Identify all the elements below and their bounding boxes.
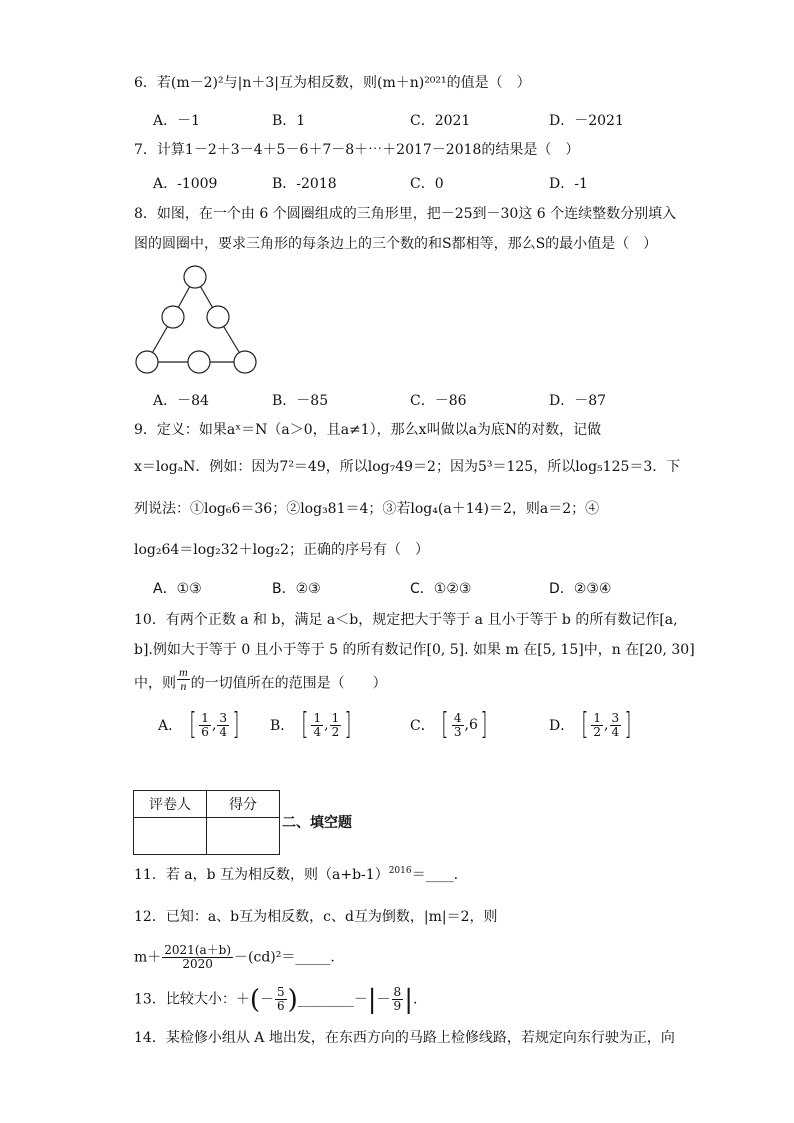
q10-option-d: D． [ $\frac{1}{2}$ , $\frac{3}{4}$ ] bbox=[549, 707, 632, 742]
q7-option-c: C．0 bbox=[410, 176, 444, 192]
q9-option-c: C．①②③ bbox=[410, 581, 472, 597]
q6-stem: 6．若(m－2)²与|n＋3|互为相反数，则(m＋n)²⁰²¹的值是（ ） bbox=[134, 75, 531, 91]
q9-option-b: B．②③ bbox=[272, 581, 321, 597]
circle-bottom-left bbox=[136, 351, 158, 373]
section-title-fill-blank: 二、填空题 bbox=[282, 815, 352, 831]
score-table-header-score: 得分 bbox=[207, 791, 280, 818]
q6-option-d: D．－2021 bbox=[549, 113, 624, 129]
q9-option-a: A．①③ bbox=[153, 581, 202, 597]
q9-stem-line2: x＝logₐN．例如：因为7²＝49，所以log₇49＝2；因为5³＝125，所以log₅125＝3．下 bbox=[134, 459, 681, 475]
score-table-header-grader: 评卷人 bbox=[134, 791, 207, 818]
q10-stem-line2: b].例如大于等于 0 且小于等于 5 的所有数记作[0, 5]. 如果 m 在[5, 15]中，n 在[20, 30] bbox=[134, 642, 695, 658]
q8-option-c: C．－86 bbox=[410, 393, 467, 409]
q10-stem-line3: 中，则 $\frac{m}{n}$ 的一切值所在的范围是（ ） bbox=[134, 665, 387, 693]
score-table bbox=[133, 790, 280, 855]
q7-option-d: D．-1 bbox=[549, 176, 588, 192]
circle-bottom-mid bbox=[188, 351, 210, 373]
score-table-grader-cell[interactable] bbox=[134, 818, 207, 855]
q13-stem: 13．比较大小：＋ ( － $\frac{5}{6}$ ) ________－ | － $\frac{8}{9}$ | . bbox=[134, 984, 418, 1015]
q14-stem-line1: 14．某检修小组从 A 地出发，在东西方向的马路上检修线路，若规定向东行驶为正，向 bbox=[134, 1030, 675, 1046]
q10-stem-line1: 10．有两个正数 a 和 b，满足 a＜b，规定把大于等于 a 且小于等于 b 的所有数记作[a, bbox=[134, 612, 678, 628]
q8-option-a: A．－84 bbox=[153, 393, 209, 409]
q8-stem-line2: 图的圆圈中，要求三角形的每条边上的三个数的和S都相等，那么S的最小值是（ ） bbox=[134, 236, 658, 252]
q10-option-c: C． [ $\frac{4}{3}$ , 6 ] bbox=[410, 707, 488, 742]
q7-option-a: A．-1009 bbox=[153, 176, 218, 192]
q12-stem-line1: 12．已知：a、b互为相反数，c、d互为倒数，|m|＝2，则 bbox=[134, 909, 498, 925]
q10-option-a: A． [ $\frac{1}{6}$ , $\frac{3}{4}$ ] bbox=[158, 707, 240, 742]
q8-stem-line1: 8．如图，在一个由 6 个圆圈组成的三角形里，把－25到－30这 6 个连续整数分别填入 bbox=[134, 206, 677, 222]
q10-option-b: B． [ $\frac{1}{4}$ , $\frac{1}{2}$ ] bbox=[270, 707, 352, 742]
q9-stem-line1: 9．定义：如果aˣ＝N（a＞0，且a≠1），那么x叫做以a为底N的对数，记做 bbox=[134, 422, 602, 438]
q7-option-b: B．-2018 bbox=[272, 176, 337, 192]
triangle-circles-figure bbox=[130, 262, 265, 377]
q9-option-d: D．②③④ bbox=[549, 581, 612, 597]
q8-option-b: B．－85 bbox=[272, 393, 329, 409]
score-table-score-cell[interactable] bbox=[207, 818, 280, 855]
q6-option-b: B．1 bbox=[272, 113, 306, 129]
q6-option-a: A．－1 bbox=[153, 113, 201, 129]
circle-top bbox=[184, 266, 206, 288]
q11-stem: 11．若 a，b 互为相反数，则$(a+b-1)^{2016}=\_\_\_\_$. bbox=[134, 866, 459, 883]
q12-stem-line2: m＋ $\frac{2021(a+b)}{2020}$ －(cd)²＝_____. bbox=[134, 943, 335, 971]
circle-mid-right bbox=[207, 306, 229, 328]
q8-option-d: D．－87 bbox=[549, 393, 607, 409]
q9-stem-line3: 列说法：①log₆6＝36；②log₃81＝4；③若log₄(a＋14)＝2，则a＝2；④ bbox=[134, 501, 600, 517]
q9-stem-line4: log₂64＝log₂32＋log₂2；正确的序号有（ ） bbox=[134, 542, 429, 558]
circle-bottom-right bbox=[234, 351, 256, 373]
q7-stem: 7．计算1－2＋3－4＋5－6＋7－8＋⋯＋2017－2018的结果是（ ） bbox=[134, 142, 580, 158]
q6-option-c: C．2021 bbox=[410, 113, 471, 129]
circle-mid-left bbox=[162, 306, 184, 328]
